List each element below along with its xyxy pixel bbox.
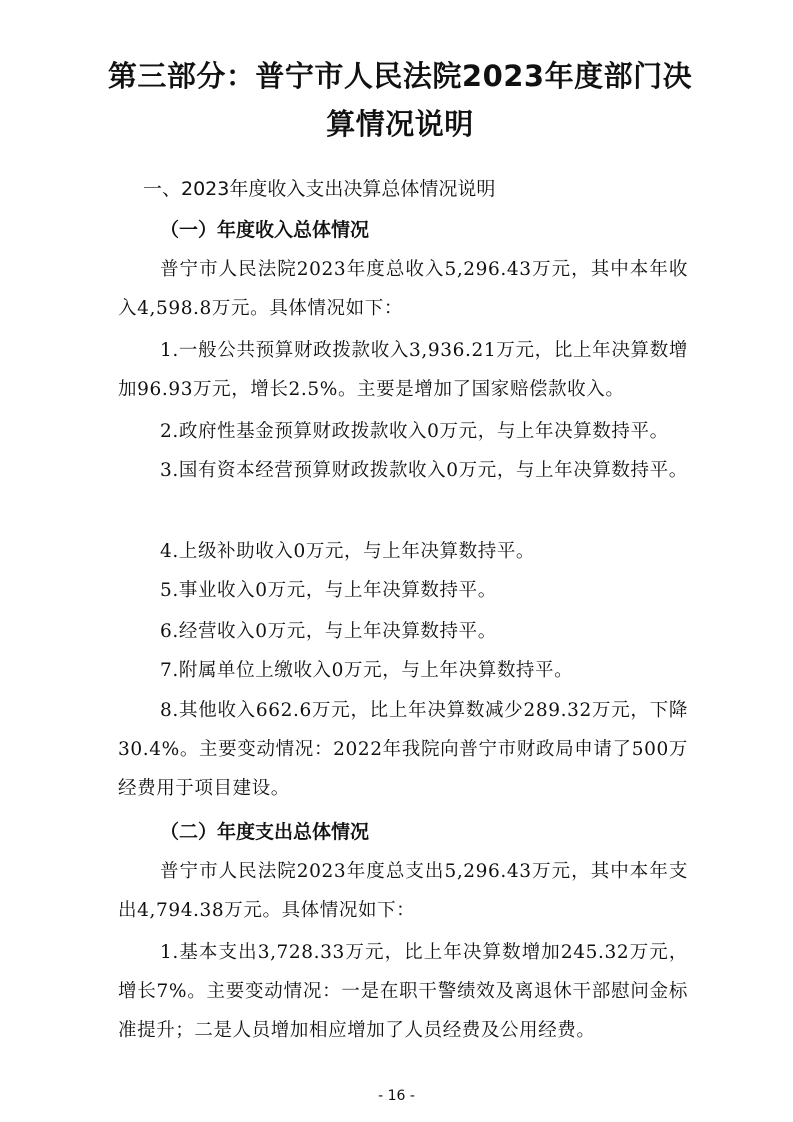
subsection-heading-income: （一）年度收入总体情况 [160, 219, 370, 241]
paragraph: 5.事业收入0万元，与上年决算数持平。 [160, 580, 497, 601]
page-title: 第三部分：普宁市人民法院2023年度部门决算情况说明 [107, 59, 693, 141]
paragraph: 2.政府性基金预算财政拨款收入0万元，与上年决算数持平。 [160, 421, 669, 442]
paragraph: 1.基本支出3,728.33万元，比上年决算数增加245.32万元，增长7%。主要变动情况：一是在职干警绩效及离退休干部慰问金标准提升；二是人员增加相应增加了人员经费及公用经费。 [118, 942, 688, 1041]
paragraph: 8.其他收入662.6万元，比上年决算数减少289.32万元，下降30.4%。主要变动情况：2022年我院向普宁市财政局申请了500万经费用于项目建设。 [118, 700, 688, 799]
section-heading: 一、2023年度收入支出决算总体情况说明 [143, 178, 496, 200]
paragraph: 7.附属单位上缴收入0万元，与上年决算数持平。 [160, 660, 574, 681]
subsection-heading-expense: （二）年度支出总体情况 [160, 821, 370, 843]
paragraph: 1.一般公共预算财政拨款收入3,936.21万元，比上年决算数增加96.93万元，增长2.5%。主要是增加了国家赔偿款收入。 [118, 340, 688, 400]
paragraph: 3.国有资本经营预算财政拨款收入0万元，与上年决算数持平。 [160, 460, 688, 481]
paragraph: 4.上级补助收入0万元，与上年决算数持平。 [160, 541, 536, 562]
paragraph: 6.经营收入0万元，与上年决算数持平。 [160, 621, 497, 642]
paragraph: 普宁市人民法院2023年度总支出5,296.43万元，其中本年支出4,794.38万元。具体情况如下： [118, 861, 688, 921]
page-number: - 16 - [378, 1088, 415, 1104]
paragraph: 普宁市人民法院2023年度总收入5,296.43万元，其中本年收入4,598.8万元。具体情况如下： [118, 259, 688, 319]
